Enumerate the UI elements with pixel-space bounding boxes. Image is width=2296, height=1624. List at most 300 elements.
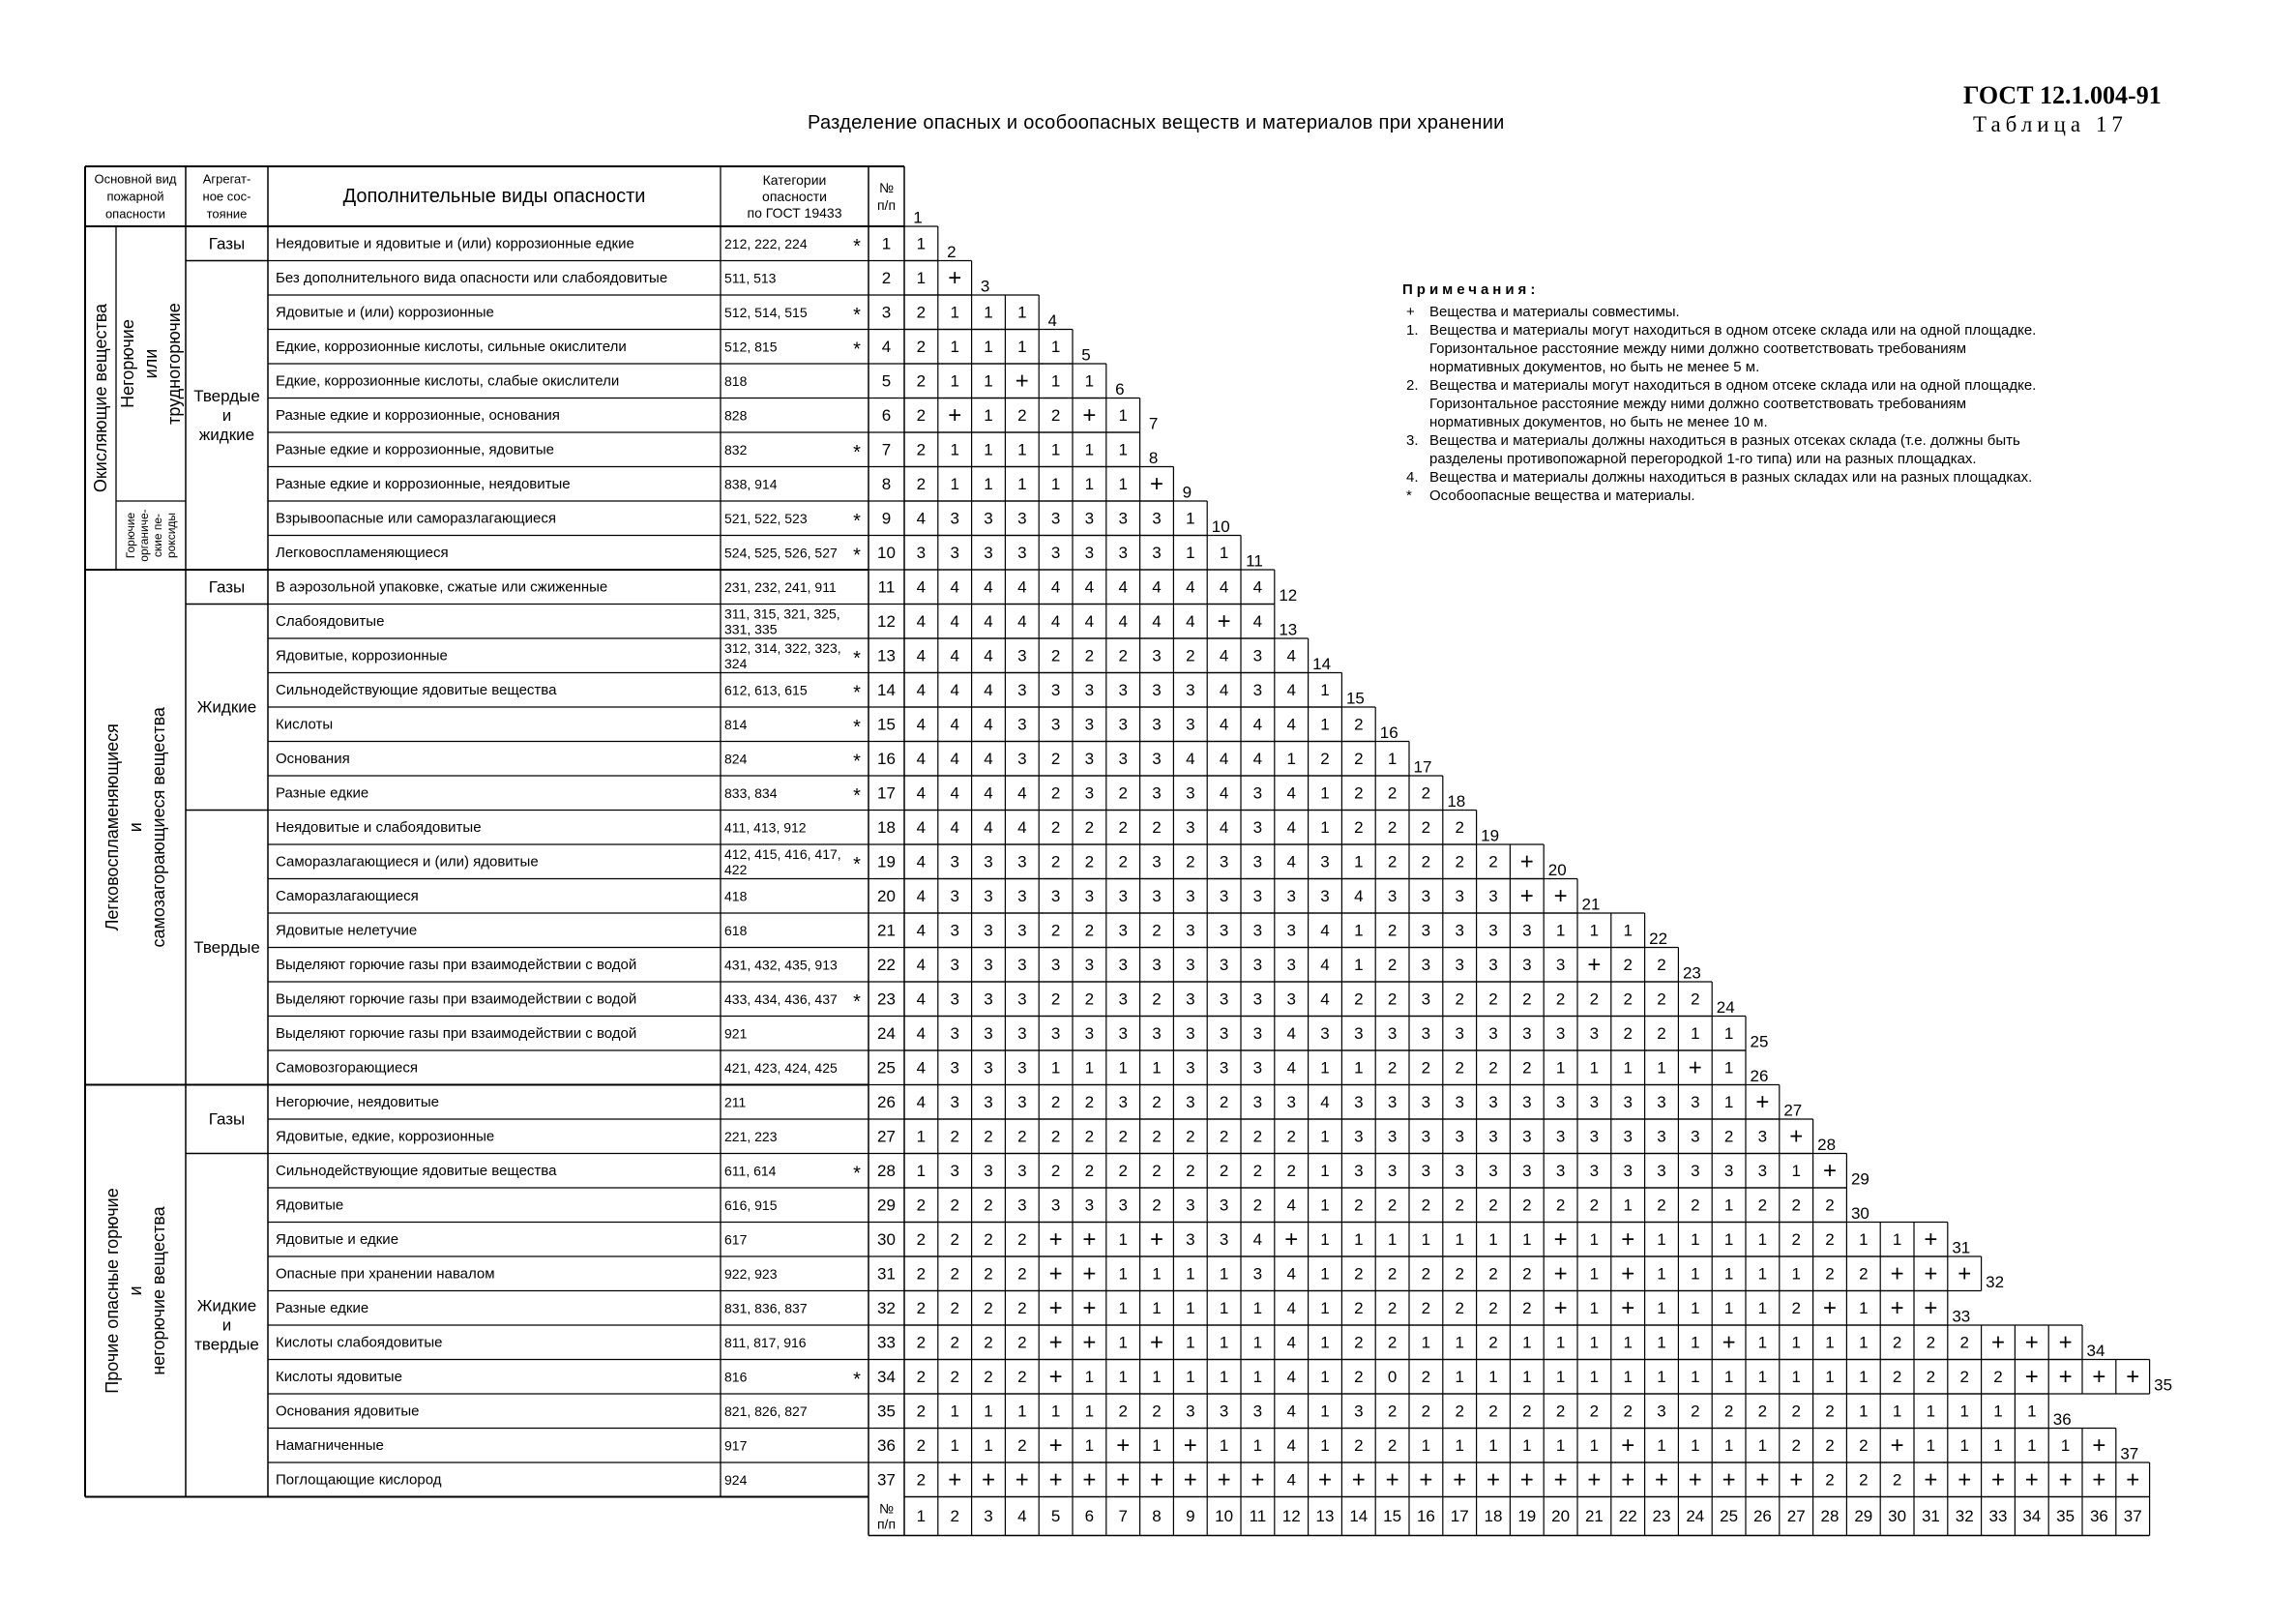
matrix-cell: 2	[984, 1127, 993, 1146]
matrix-cell: 4	[1286, 783, 1296, 803]
matrix-cell: 1	[2027, 1402, 2037, 1421]
note-text: Вещества и материалы могут находиться в одном отсеке склада или на одной площадке. Горизонтальное расстояние между ними должно соответствовать требованиям нормативных документов, но быть не менее 10 м.	[1429, 377, 2037, 430]
matrix-cell: 3	[1354, 1161, 1364, 1180]
matrix-cell: 1	[984, 474, 993, 493]
matrix-cell: 2	[1757, 1196, 1768, 1215]
matrix-cell: 2	[1320, 749, 1330, 768]
matrix-cell: +	[1048, 1294, 1063, 1321]
footer-column-number: 30	[1888, 1507, 1907, 1525]
row-category: 211	[724, 1094, 747, 1110]
matrix-cell: 4	[950, 783, 959, 803]
matrix-cell: +	[1351, 1466, 1366, 1493]
matrix-cell: 2	[1959, 1333, 1969, 1352]
matrix-cell: 1	[1691, 1298, 1700, 1317]
matrix-cell: 3	[1152, 646, 1162, 665]
matrix-cell: 2	[1657, 989, 1666, 1009]
row-number: 9	[881, 509, 892, 528]
matrix-cell: 2	[1691, 1402, 1700, 1421]
matrix-cell: 1	[1926, 1435, 1936, 1455]
matrix-cell: +	[1587, 1466, 1602, 1493]
matrix-cell: 2	[1825, 1470, 1835, 1490]
matrix-cell: +	[1553, 1294, 1568, 1321]
matrix-cell: 2	[1286, 1161, 1296, 1180]
matrix-cell: 4	[984, 577, 993, 597]
matrix-cell: 3	[1118, 543, 1128, 562]
matrix-cell: 4	[1219, 749, 1229, 768]
matrix-cell: 3	[1017, 1058, 1027, 1078]
column-number-label: 14	[1312, 655, 1332, 673]
matrix-cell: +	[1621, 1294, 1635, 1321]
matrix-cell: 1	[1320, 1435, 1330, 1455]
matrix-cell: 3	[1050, 1023, 1061, 1043]
state-label: Жидкие	[196, 697, 257, 717]
matrix-cell: 2	[1623, 989, 1633, 1009]
matrix-cell: 1	[1354, 852, 1364, 871]
matrix-cell: 4	[1050, 577, 1061, 597]
matrix-cell: 3	[1354, 1023, 1364, 1043]
matrix-cell: 2	[1354, 1196, 1364, 1215]
matrix-cell: 3	[1017, 1092, 1027, 1111]
footer-column-number: 9	[1186, 1507, 1195, 1525]
matrix-cell: 3	[1017, 921, 1027, 940]
matrix-cell: 3	[984, 955, 993, 974]
matrix-cell: 2	[1791, 1196, 1801, 1215]
matrix-cell: 3	[1488, 955, 1498, 974]
matrix-cell: 3	[1657, 1402, 1666, 1421]
matrix-cell: 1	[1455, 1435, 1464, 1455]
matrix-cell: 2	[1757, 1402, 1768, 1421]
matrix-cell: 2	[1421, 1196, 1431, 1215]
matrix-cell: 1	[1186, 1298, 1195, 1317]
matrix-cell: 2	[1186, 646, 1195, 665]
matrix-cell: 2	[1522, 1298, 1532, 1317]
matrix-cell: 3	[1455, 1092, 1464, 1111]
matrix-cell: 3	[1387, 1023, 1398, 1043]
matrix-cell: +	[1082, 401, 1097, 428]
matrix-cell: 2	[1387, 1058, 1398, 1078]
header-num: №	[878, 180, 895, 195]
matrix-cell: 2	[1892, 1367, 1902, 1386]
matrix-cell: 2	[1152, 1161, 1162, 1180]
matrix-cell: +	[1789, 1123, 1804, 1150]
column-number-label: 21	[1581, 895, 1601, 914]
matrix-cell: 2	[1084, 852, 1095, 871]
matrix-cell: 1	[1118, 1367, 1128, 1386]
matrix-cell: 3	[1252, 1264, 1263, 1284]
matrix-cell: 1	[1050, 1058, 1061, 1078]
matrix-cell: 2	[1387, 1298, 1398, 1317]
row-description: Кислоты слабоядовитые	[276, 1334, 443, 1351]
matrix-cell: 1	[1623, 921, 1633, 940]
matrix-cell: 4	[1219, 577, 1229, 597]
footer-column-number: 1	[916, 1507, 927, 1525]
matrix-cell: 3	[1186, 1023, 1195, 1043]
column-number-label: 28	[1817, 1136, 1837, 1154]
row-number: 27	[877, 1127, 896, 1146]
matrix-cell: +	[1957, 1466, 1972, 1493]
column-number-label: 4	[1047, 311, 1057, 330]
matrix-cell: 2	[1050, 783, 1061, 803]
matrix-cell: 4	[984, 680, 993, 699]
matrix-cell: 2	[916, 440, 927, 459]
matrix-cell: 1	[1488, 1435, 1498, 1455]
row-description: Неядовитые и ядовитые и (или) коррозионные едкие	[276, 235, 634, 252]
matrix-cell: 2	[1791, 1435, 1801, 1455]
note-mark: 1.	[1406, 322, 1419, 339]
especially-hazardous-mark: *	[853, 853, 861, 875]
matrix-cell: 1	[1084, 440, 1095, 459]
row-description: Ядовитые и (или) коррозионные	[276, 304, 494, 321]
matrix-cell: +	[1419, 1466, 1433, 1493]
matrix-cell: 3	[1017, 1196, 1027, 1215]
matrix-cell: 2	[1050, 921, 1061, 940]
matrix-cell: +	[1251, 1466, 1265, 1493]
matrix-cell: 1	[1589, 1367, 1600, 1386]
matrix-cell: 3	[1219, 1058, 1229, 1078]
matrix-cell: 3	[1084, 1023, 1095, 1043]
note-text: Вещества и материалы совместимы.	[1429, 304, 1680, 320]
footer-column-number: 22	[1618, 1507, 1637, 1525]
footer-column-number: 3	[984, 1507, 993, 1525]
matrix-cell: 3	[1691, 1127, 1700, 1146]
matrix-cell: 3	[1691, 1161, 1700, 1180]
matrix-cell: 2	[1859, 1264, 1869, 1284]
matrix-cell: 1	[1555, 1435, 1566, 1455]
matrix-cell: 3	[1387, 1127, 1398, 1146]
column-number-label: 13	[1279, 620, 1298, 639]
matrix-cell: 3	[1050, 680, 1061, 699]
row-description: Разные едкие	[276, 1299, 369, 1316]
matrix-cell: +	[1688, 1054, 1702, 1081]
matrix-cell: 2	[1825, 1264, 1835, 1284]
note-mark: 3.	[1406, 432, 1419, 449]
row-category: 511, 513	[724, 270, 777, 286]
notes-block	[1402, 281, 2060, 505]
matrix-cell: +	[1116, 1432, 1131, 1459]
matrix-cell: +	[1149, 470, 1164, 497]
matrix-cell: +	[1453, 1466, 1467, 1493]
matrix-cell: 1	[1118, 440, 1128, 459]
matrix-cell: 3	[1017, 680, 1027, 699]
matrix-cell: 3	[1186, 1402, 1195, 1421]
matrix-cell: 1	[1757, 1229, 1768, 1249]
matrix-cell: 3	[1152, 680, 1162, 699]
matrix-cell: 2	[916, 1333, 927, 1352]
matrix-cell: 4	[1050, 611, 1061, 631]
column-number-label: 32	[1986, 1273, 2005, 1291]
row-category: 922, 923	[724, 1265, 778, 1282]
matrix-cell: 3	[1219, 886, 1229, 905]
matrix-cell: 1	[1657, 1058, 1666, 1078]
matrix-cell: 4	[984, 749, 993, 768]
matrix-cell: 2	[1186, 852, 1195, 871]
matrix-cell: 4	[1219, 817, 1229, 837]
row-description: Саморазлагающиеся и (или) ядовитые	[276, 853, 539, 871]
matrix-cell: +	[1486, 1466, 1501, 1493]
matrix-cell: +	[1553, 882, 1568, 909]
matrix-cell: 1	[1455, 1367, 1464, 1386]
matrix-cell: 3	[1252, 886, 1263, 905]
row-number: 16	[877, 749, 896, 768]
header-additional: Дополнительные виды опасности	[342, 186, 646, 207]
matrix-cell: 2	[1118, 1402, 1128, 1421]
matrix-cell: 3	[1118, 921, 1128, 940]
matrix-cell: 2	[1354, 817, 1364, 837]
matrix-cell: 3	[1252, 646, 1263, 665]
matrix-cell: 2	[1152, 1092, 1162, 1111]
matrix-cell: 4	[950, 749, 959, 768]
row-category: 324	[724, 655, 748, 671]
matrix-cell: 3	[984, 921, 993, 940]
matrix-cell: 2	[1387, 817, 1398, 837]
matrix-cell: 2	[1152, 921, 1162, 940]
matrix-cell: 2	[1050, 1127, 1061, 1146]
row-category: 421, 423, 424, 425	[724, 1059, 838, 1076]
matrix-cell: 1	[1320, 1367, 1330, 1386]
matrix-cell: 2	[1050, 817, 1061, 837]
header-category: Категории	[762, 172, 827, 188]
matrix-cell: 3	[1186, 680, 1195, 699]
matrix-cell: 1	[1186, 1367, 1195, 1386]
matrix-cell: 4	[984, 817, 993, 837]
matrix-cell: 3	[950, 1058, 959, 1078]
matrix-cell: 2	[1421, 1058, 1431, 1078]
footer-column-number: 5	[1050, 1507, 1061, 1525]
matrix-cell: +	[948, 264, 962, 291]
row-category: 411, 413, 912	[724, 819, 807, 836]
footer-num-label: №	[878, 1500, 895, 1517]
header-main-type: Основной вид	[94, 171, 177, 187]
matrix-cell: 2	[1455, 1264, 1464, 1284]
matrix-cell: 2	[1421, 1264, 1431, 1284]
matrix-cell: +	[1621, 1260, 1635, 1287]
matrix-cell: 1	[1050, 371, 1061, 391]
matrix-cell: 2	[984, 1298, 993, 1317]
matrix-cell: +	[1385, 1466, 1399, 1493]
matrix-cell: 4	[916, 577, 927, 597]
matrix-cell: 3	[1723, 1161, 1734, 1180]
matrix-cell: 1	[1017, 474, 1027, 493]
header-main-type: пожарной	[106, 189, 164, 204]
row-description: Опасные при хранении навалом	[276, 1265, 495, 1283]
row-description: Выделяют горючие газы при взаимодействии с водой	[276, 956, 637, 973]
column-number-label: 5	[1081, 345, 1091, 365]
state-label: и	[221, 1315, 232, 1335]
matrix-cell: 2	[1387, 989, 1398, 1009]
matrix-cell: 3	[1522, 1161, 1532, 1180]
matrix-cell: 1	[1354, 1058, 1364, 1078]
matrix-cell: 4	[916, 886, 927, 905]
matrix-cell: 3	[1186, 955, 1195, 974]
matrix-cell: 3	[1623, 1127, 1633, 1146]
row-category: 311, 315, 321, 325,	[724, 605, 840, 622]
matrix-cell: 2	[1522, 1264, 1532, 1284]
matrix-cell: 3	[1488, 886, 1498, 905]
matrix-cell: 3	[1555, 1127, 1566, 1146]
row-category: 618	[724, 922, 748, 938]
matrix-cell: 1	[1959, 1402, 1969, 1421]
matrix-cell: 3	[1152, 955, 1162, 974]
matrix-cell: +	[2092, 1363, 2106, 1390]
group-label: самозагорающиеся вещества	[149, 707, 168, 948]
matrix-cell: 4	[1118, 577, 1128, 597]
matrix-cell: 3	[984, 886, 993, 905]
row-number: 3	[881, 303, 892, 322]
footer-column-number: 20	[1551, 1507, 1571, 1525]
row-number: 8	[881, 474, 892, 493]
row-description: Негорючие, неядовитые	[276, 1093, 439, 1110]
footer-column-number: 32	[1955, 1507, 1974, 1525]
state-label: и	[221, 405, 232, 425]
row-description: Кислоты ядовитые	[276, 1368, 402, 1385]
footer-column-number: 19	[1517, 1507, 1537, 1525]
matrix-cell: 1	[1050, 337, 1061, 356]
row-description: Поглощающие кислород	[276, 1471, 442, 1489]
matrix-cell: 1	[1791, 1264, 1801, 1284]
matrix-cell: 3	[1555, 1092, 1566, 1111]
state-label: Твердые	[193, 938, 260, 957]
matrix-cell: 1	[1825, 1333, 1835, 1352]
column-number-label: 19	[1481, 826, 1500, 845]
matrix-cell: 2	[1657, 1023, 1666, 1043]
matrix-cell: 4	[1320, 955, 1330, 974]
matrix-cell: 2	[1825, 1435, 1835, 1455]
matrix-cell: 2	[1017, 1127, 1027, 1146]
matrix-cell: 1	[1354, 1229, 1364, 1249]
matrix-cell: 1	[1589, 921, 1600, 940]
column-number-label: 31	[1952, 1238, 1971, 1257]
matrix-cell: 1	[1421, 1333, 1431, 1352]
matrix-cell: 3	[1084, 1196, 1095, 1215]
matrix-cell: 3	[1522, 1127, 1532, 1146]
matrix-cell: 3	[1152, 852, 1162, 871]
matrix-cell: 3	[1186, 921, 1195, 940]
row-category: 821, 826, 827	[724, 1403, 808, 1419]
matrix-cell: +	[1990, 1466, 2006, 1493]
matrix-cell: 1	[984, 440, 993, 459]
matrix-cell: 3	[1252, 955, 1263, 974]
matrix-cell: 2	[1354, 1367, 1364, 1386]
matrix-cell: +	[1990, 1329, 2006, 1356]
footer-column-number: 26	[1752, 1507, 1772, 1525]
matrix-cell: 2	[1387, 1264, 1398, 1284]
matrix-cell: 3	[1555, 955, 1566, 974]
matrix-cell: 3	[1252, 1023, 1263, 1043]
matrix-cell: 2	[1522, 1402, 1532, 1421]
column-number-label: 22	[1649, 930, 1668, 948]
matrix-cell: 3	[1017, 715, 1027, 734]
matrix-cell: 3	[1387, 1092, 1398, 1111]
matrix-cell: 3	[1017, 886, 1027, 905]
matrix-cell: 2	[916, 1229, 927, 1249]
matrix-cell: 3	[1118, 749, 1128, 768]
matrix-cell: +	[1149, 1329, 1164, 1356]
matrix-cell: 2	[1354, 989, 1364, 1009]
matrix-cell: 3	[1084, 509, 1095, 528]
matrix-cell: 3	[1455, 886, 1464, 905]
matrix-cell: 2	[1455, 1298, 1464, 1317]
matrix-cell: 2	[1959, 1367, 1969, 1386]
matrix-cell: 1	[1488, 1229, 1498, 1249]
matrix-cell: 3	[1017, 749, 1027, 768]
matrix-cell: 4	[916, 852, 927, 871]
note-mark: +	[1406, 304, 1415, 320]
matrix-cell: 1	[1589, 1333, 1600, 1352]
especially-hazardous-mark: *	[853, 1163, 861, 1185]
matrix-cell: 1	[950, 1402, 959, 1421]
row-number: 32	[877, 1298, 896, 1317]
row-description: Саморазлагающиеся	[276, 887, 419, 904]
matrix-cell: 1	[950, 337, 959, 356]
row-description: Основания ядовитые	[276, 1403, 420, 1420]
row-description: Ядовитые	[276, 1196, 344, 1214]
especially-hazardous-mark: *	[853, 647, 861, 669]
matrix-cell: 1	[1623, 1367, 1633, 1386]
row-category: 512, 514, 515	[724, 304, 808, 320]
matrix-cell: 3	[1084, 749, 1095, 768]
column-number-label: 1	[913, 208, 923, 227]
column-number-label: 25	[1750, 1032, 1769, 1051]
matrix-cell: 2	[984, 1333, 993, 1352]
row-number: 18	[877, 817, 896, 837]
matrix-cell: 3	[950, 1023, 959, 1043]
matrix-cell: 3	[1186, 1196, 1195, 1215]
group-label: и	[126, 822, 145, 833]
matrix-cell: 3	[1118, 509, 1128, 528]
matrix-cell: +	[1149, 1466, 1164, 1493]
matrix-cell: 1	[1488, 1367, 1498, 1386]
matrix-cell: +	[1082, 1466, 1097, 1493]
matrix-cell: 3	[1354, 1127, 1364, 1146]
matrix-cell: 1	[916, 268, 927, 287]
matrix-cell: 1	[1723, 1058, 1734, 1078]
row-description: Самовозгорающиеся	[276, 1059, 418, 1077]
matrix-cell: 4	[1320, 989, 1330, 1009]
matrix-cell: 3	[1219, 989, 1229, 1009]
matrix-cell: 1	[950, 440, 959, 459]
matrix-cell: 3	[1017, 509, 1027, 528]
matrix-cell: +	[1587, 951, 1602, 978]
matrix-cell: +	[2024, 1363, 2039, 1390]
matrix-cell: 2	[1825, 1402, 1835, 1421]
matrix-cell: 1	[1723, 1264, 1734, 1284]
note-item	[1402, 376, 2060, 431]
matrix-cell: 2	[1219, 1092, 1229, 1111]
row-description: Сильнодействующие ядовитые вещества	[276, 1162, 557, 1179]
matrix-cell: 3	[1219, 1402, 1229, 1421]
matrix-cell: 3	[1118, 1092, 1128, 1111]
matrix-cell: 3	[1623, 1092, 1633, 1111]
matrix-cell: 1	[1320, 1298, 1330, 1317]
matrix-cell: 2	[1354, 749, 1364, 768]
matrix-cell: 3	[1522, 955, 1532, 974]
matrix-cell: 1	[950, 474, 959, 493]
header-num: п/п	[876, 197, 897, 213]
matrix-cell: 4	[984, 715, 993, 734]
matrix-cell: 2	[1455, 817, 1464, 837]
matrix-cell: +	[2126, 1363, 2140, 1390]
state-label: Газы	[208, 1109, 246, 1129]
row-number: 1	[881, 234, 892, 253]
matrix-cell: 1	[1691, 1367, 1700, 1386]
subgroup-label: роксиды	[164, 512, 178, 559]
footer-column-number: 18	[1484, 1507, 1503, 1525]
column-number-label: 9	[1182, 483, 1192, 502]
matrix-cell: 1	[1320, 1161, 1330, 1180]
row-category: 816	[724, 1369, 748, 1385]
matrix-cell: 4	[1286, 646, 1296, 665]
especially-hazardous-mark: *	[853, 545, 861, 567]
